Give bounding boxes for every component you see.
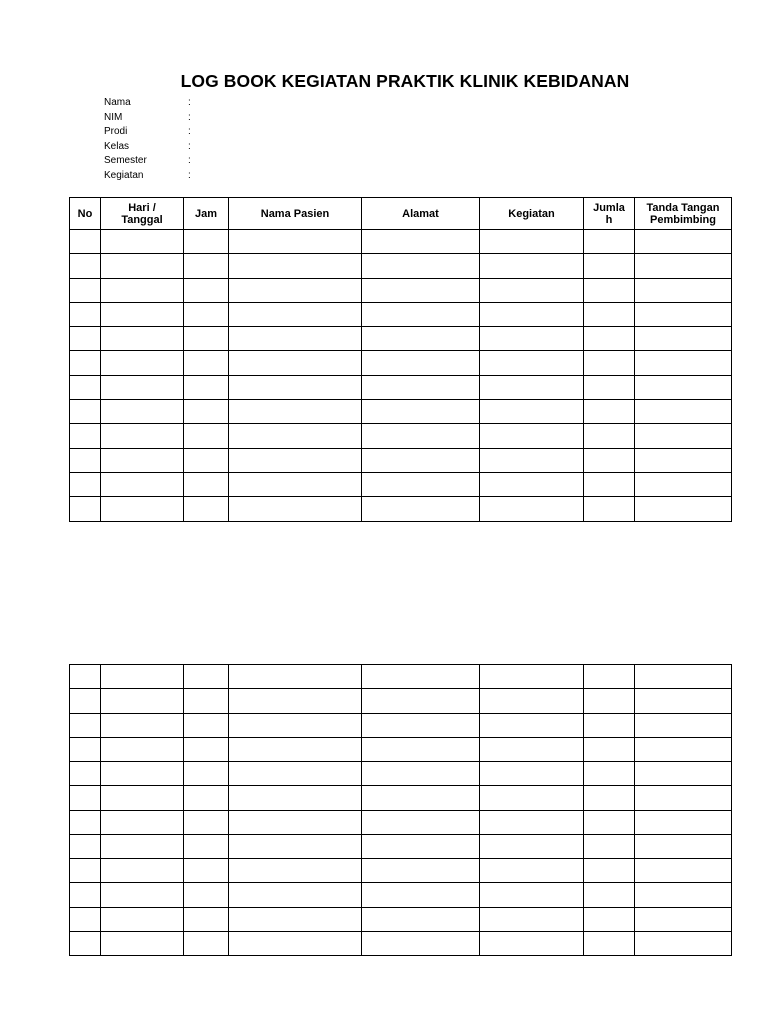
- page-title: LOG BOOK KEGIATAN PRAKTIK KLINIK KEBIDANAN: [180, 71, 630, 91]
- table-header-row: [70, 198, 732, 230]
- header-tanda-tangan: Tanda Tangan Pembimbing: [635, 198, 732, 230]
- table-cell[interactable]: [184, 883, 229, 907]
- table-cell[interactable]: [480, 689, 584, 713]
- table-cell[interactable]: [184, 810, 229, 834]
- table-cell[interactable]: [362, 375, 480, 399]
- field-semester: [104, 154, 304, 169]
- header-hari-tanggal: Hari / Tanggal: [101, 198, 184, 230]
- field-separator: :: [188, 140, 191, 152]
- table-cell[interactable]: [480, 302, 584, 326]
- table-cell[interactable]: [480, 810, 584, 834]
- table-cell[interactable]: [635, 254, 732, 278]
- table-cell[interactable]: [584, 472, 635, 496]
- table-cell[interactable]: [362, 737, 480, 761]
- table-cell[interactable]: [101, 497, 184, 521]
- table-cell[interactable]: [480, 859, 584, 883]
- table-cell[interactable]: [480, 737, 584, 761]
- table-cell[interactable]: [184, 448, 229, 472]
- header-alamat: Alamat: [362, 198, 480, 230]
- table-cell[interactable]: [101, 859, 184, 883]
- table-row: [70, 907, 732, 931]
- table-cell[interactable]: [184, 762, 229, 786]
- table-cell[interactable]: [584, 907, 635, 931]
- table-cell[interactable]: [70, 810, 101, 834]
- table-cell[interactable]: [70, 713, 101, 737]
- table-cell[interactable]: [480, 351, 584, 375]
- table-cell[interactable]: [480, 424, 584, 448]
- table-cell[interactable]: [101, 400, 184, 424]
- table-row: [70, 689, 732, 713]
- table-cell[interactable]: [101, 907, 184, 931]
- table-cell[interactable]: [101, 713, 184, 737]
- table-cell[interactable]: [362, 810, 480, 834]
- table-cell[interactable]: [101, 931, 184, 955]
- log-table-continued: [69, 664, 732, 956]
- table-cell[interactable]: [184, 278, 229, 302]
- table-cell[interactable]: [184, 713, 229, 737]
- table-cell[interactable]: [229, 931, 362, 955]
- table-row: [70, 762, 732, 786]
- table-cell[interactable]: [229, 810, 362, 834]
- table-cell[interactable]: [584, 931, 635, 955]
- table-body: [70, 230, 732, 522]
- table-cell[interactable]: [184, 472, 229, 496]
- table-cell[interactable]: [584, 665, 635, 689]
- table-cell[interactable]: [480, 254, 584, 278]
- table-cell[interactable]: [229, 907, 362, 931]
- table-cell[interactable]: [70, 883, 101, 907]
- table-cell[interactable]: [635, 907, 732, 931]
- table-cell[interactable]: [184, 786, 229, 810]
- table-cell[interactable]: [584, 278, 635, 302]
- table-cell[interactable]: [584, 254, 635, 278]
- table-cell[interactable]: [480, 472, 584, 496]
- table-cell[interactable]: [584, 786, 635, 810]
- table-cell[interactable]: [480, 883, 584, 907]
- table-cell[interactable]: [584, 689, 635, 713]
- table-row: [70, 448, 732, 472]
- table-cell[interactable]: [101, 834, 184, 858]
- field-nama: [104, 96, 304, 111]
- table-cell[interactable]: [229, 497, 362, 521]
- table-cell[interactable]: [184, 375, 229, 399]
- table-cell[interactable]: [362, 448, 480, 472]
- table-cell[interactable]: [635, 400, 732, 424]
- table-cell[interactable]: [70, 327, 101, 351]
- table-cell[interactable]: [229, 883, 362, 907]
- table-cell[interactable]: [70, 931, 101, 955]
- table-cell[interactable]: [362, 713, 480, 737]
- table-row: [70, 859, 732, 883]
- table-cell[interactable]: [635, 859, 732, 883]
- table-cell[interactable]: [584, 327, 635, 351]
- table-cell[interactable]: [184, 254, 229, 278]
- table-cell[interactable]: [635, 737, 732, 761]
- table-cell[interactable]: [184, 327, 229, 351]
- field-kegiatan: [104, 169, 304, 184]
- table-cell[interactable]: [635, 810, 732, 834]
- table-cell[interactable]: [101, 883, 184, 907]
- table-cell[interactable]: [70, 497, 101, 521]
- table-cell[interactable]: [480, 907, 584, 931]
- table-cell[interactable]: [635, 786, 732, 810]
- table-cell[interactable]: [480, 327, 584, 351]
- table-cell[interactable]: [635, 762, 732, 786]
- table-cell[interactable]: [229, 834, 362, 858]
- table-cell[interactable]: [635, 931, 732, 955]
- table-cell[interactable]: [584, 302, 635, 326]
- table-cell[interactable]: [362, 497, 480, 521]
- table-cell[interactable]: [362, 230, 480, 254]
- table-cell[interactable]: [362, 400, 480, 424]
- table-cell[interactable]: [362, 254, 480, 278]
- table-cell[interactable]: [480, 278, 584, 302]
- table-cell[interactable]: [184, 424, 229, 448]
- table-cell[interactable]: [70, 278, 101, 302]
- table-row: [70, 786, 732, 810]
- table-cell[interactable]: [70, 375, 101, 399]
- table-cell[interactable]: [229, 302, 362, 326]
- table-cell[interactable]: [584, 424, 635, 448]
- field-label: Kegiatan: [104, 169, 144, 181]
- table-cell[interactable]: [635, 689, 732, 713]
- table-row: [70, 230, 732, 254]
- table-cell[interactable]: [480, 665, 584, 689]
- header-nama-pasien: Nama Pasien: [229, 198, 362, 230]
- table-cell[interactable]: [635, 713, 732, 737]
- table-cell[interactable]: [584, 713, 635, 737]
- table-cell[interactable]: [229, 448, 362, 472]
- table-row: [70, 810, 732, 834]
- table-cell[interactable]: [584, 400, 635, 424]
- table-cell[interactable]: [70, 302, 101, 326]
- field-label: Nama: [104, 97, 131, 108]
- table-cell[interactable]: [70, 689, 101, 713]
- table-cell[interactable]: [480, 448, 584, 472]
- table-row: [70, 931, 732, 955]
- table-cell[interactable]: [184, 737, 229, 761]
- table-cell[interactable]: [229, 375, 362, 399]
- student-info-fields: [104, 96, 304, 184]
- table-cell[interactable]: [101, 665, 184, 689]
- table-row: [70, 834, 732, 858]
- table-cell[interactable]: [635, 883, 732, 907]
- table-cell[interactable]: [70, 254, 101, 278]
- table-cell[interactable]: [101, 375, 184, 399]
- table-cell[interactable]: [362, 859, 480, 883]
- table-cell[interactable]: [70, 424, 101, 448]
- table-cell[interactable]: [101, 786, 184, 810]
- table-cell[interactable]: [635, 472, 732, 496]
- table-row: [70, 254, 732, 278]
- table-body: [70, 665, 732, 956]
- table-cell[interactable]: [101, 472, 184, 496]
- table-cell[interactable]: [584, 762, 635, 786]
- field-separator: :: [188, 126, 191, 138]
- table-cell[interactable]: [480, 786, 584, 810]
- field-label: Semester: [104, 155, 147, 167]
- table-cell[interactable]: [480, 400, 584, 424]
- field-label: Kelas: [104, 140, 130, 152]
- header-jam: Jam: [184, 198, 229, 230]
- table-cell[interactable]: [362, 834, 480, 858]
- table-cell[interactable]: [184, 859, 229, 883]
- table-cell[interactable]: [229, 351, 362, 375]
- header-kegiatan: Kegiatan: [480, 198, 584, 230]
- table-cell[interactable]: [584, 497, 635, 521]
- field-separator: :: [188, 111, 191, 123]
- field-nim: [104, 111, 304, 126]
- header-no: No: [70, 198, 101, 230]
- table-cell[interactable]: [480, 762, 584, 786]
- table-cell[interactable]: [635, 424, 732, 448]
- table-cell[interactable]: [635, 834, 732, 858]
- table-cell[interactable]: [362, 472, 480, 496]
- table-cell[interactable]: [584, 810, 635, 834]
- table-cell[interactable]: [101, 254, 184, 278]
- table-cell[interactable]: [229, 278, 362, 302]
- table-row: [70, 472, 732, 496]
- table-cell[interactable]: [184, 230, 229, 254]
- field-label: NIM: [104, 111, 123, 123]
- table-cell[interactable]: [635, 497, 732, 521]
- table-row: [70, 351, 732, 375]
- log-table: [69, 197, 732, 522]
- table-cell[interactable]: [229, 400, 362, 424]
- table-cell[interactable]: [635, 327, 732, 351]
- table-cell[interactable]: [584, 230, 635, 254]
- table-cell[interactable]: [635, 351, 732, 375]
- table-cell[interactable]: [362, 302, 480, 326]
- table-cell[interactable]: [70, 351, 101, 375]
- table-cell[interactable]: [101, 810, 184, 834]
- table-cell[interactable]: [229, 230, 362, 254]
- table-cell[interactable]: [635, 375, 732, 399]
- table-cell[interactable]: [101, 448, 184, 472]
- table-cell[interactable]: [362, 327, 480, 351]
- table-cell[interactable]: [184, 834, 229, 858]
- table-cell[interactable]: [635, 230, 732, 254]
- table-cell[interactable]: [70, 230, 101, 254]
- table-cell[interactable]: [584, 351, 635, 375]
- table-cell[interactable]: [635, 665, 732, 689]
- table-cell[interactable]: [480, 497, 584, 521]
- table-row: [70, 424, 732, 448]
- field-separator: :: [188, 169, 191, 181]
- field-kelas: [104, 140, 304, 155]
- table-cell[interactable]: [101, 424, 184, 448]
- table-cell[interactable]: [70, 834, 101, 858]
- table-cell[interactable]: [635, 302, 732, 326]
- table-cell[interactable]: [70, 448, 101, 472]
- table-cell[interactable]: [229, 254, 362, 278]
- table-cell[interactable]: [70, 472, 101, 496]
- table-cell[interactable]: [584, 859, 635, 883]
- table-cell[interactable]: [101, 230, 184, 254]
- table-cell[interactable]: [101, 737, 184, 761]
- table-cell[interactable]: [101, 278, 184, 302]
- table-row: [70, 497, 732, 521]
- table-cell[interactable]: [362, 883, 480, 907]
- table-cell[interactable]: [70, 786, 101, 810]
- table-row: [70, 302, 732, 326]
- table-row: [70, 713, 732, 737]
- table-cell[interactable]: [229, 424, 362, 448]
- table-cell[interactable]: [584, 448, 635, 472]
- table-cell[interactable]: [70, 737, 101, 761]
- table-row: [70, 375, 732, 399]
- table-cell[interactable]: [70, 859, 101, 883]
- table-cell[interactable]: [184, 400, 229, 424]
- table-cell[interactable]: [229, 665, 362, 689]
- table-row: [70, 327, 732, 351]
- table-cell[interactable]: [229, 472, 362, 496]
- table-cell[interactable]: [635, 278, 732, 302]
- table-cell[interactable]: [229, 689, 362, 713]
- table-cell[interactable]: [70, 665, 101, 689]
- table-cell[interactable]: [184, 689, 229, 713]
- table-cell[interactable]: [584, 737, 635, 761]
- field-separator: :: [188, 155, 191, 167]
- table-cell[interactable]: [635, 448, 732, 472]
- table-cell[interactable]: [229, 859, 362, 883]
- table-cell[interactable]: [480, 834, 584, 858]
- table-row: [70, 400, 732, 424]
- table-cell[interactable]: [480, 375, 584, 399]
- table-cell[interactable]: [584, 375, 635, 399]
- table-cell[interactable]: [584, 883, 635, 907]
- table-cell[interactable]: [101, 302, 184, 326]
- table-cell[interactable]: [584, 834, 635, 858]
- table-cell[interactable]: [480, 230, 584, 254]
- table-cell[interactable]: [362, 786, 480, 810]
- table-cell[interactable]: [101, 762, 184, 786]
- header-jumlah: Jumla h: [584, 198, 635, 230]
- table-cell[interactable]: [229, 737, 362, 761]
- table-cell[interactable]: [70, 762, 101, 786]
- table-cell[interactable]: [184, 907, 229, 931]
- table-row: [70, 278, 732, 302]
- table-row: [70, 665, 732, 689]
- table-row: [70, 883, 732, 907]
- table-cell[interactable]: [70, 907, 101, 931]
- table-cell[interactable]: [184, 351, 229, 375]
- field-label: Prodi: [104, 126, 128, 138]
- table-cell[interactable]: [362, 907, 480, 931]
- table-cell[interactable]: [480, 931, 584, 955]
- table-cell[interactable]: [229, 786, 362, 810]
- table-cell[interactable]: [362, 689, 480, 713]
- field-separator: :: [188, 97, 191, 108]
- table-cell[interactable]: [362, 278, 480, 302]
- table-cell[interactable]: [229, 713, 362, 737]
- table-cell[interactable]: [101, 351, 184, 375]
- table-cell[interactable]: [184, 497, 229, 521]
- field-prodi: [104, 125, 304, 140]
- table-cell[interactable]: [101, 689, 184, 713]
- table-cell[interactable]: [184, 302, 229, 326]
- table-cell[interactable]: [362, 762, 480, 786]
- table-cell[interactable]: [229, 762, 362, 786]
- table-cell[interactable]: [70, 400, 101, 424]
- table-cell[interactable]: [362, 351, 480, 375]
- table-cell[interactable]: [480, 713, 584, 737]
- table-row: [70, 737, 732, 761]
- table-cell[interactable]: [101, 327, 184, 351]
- table-cell[interactable]: [362, 665, 480, 689]
- table-cell[interactable]: [184, 665, 229, 689]
- table-cell[interactable]: [229, 327, 362, 351]
- table-cell[interactable]: [362, 931, 480, 955]
- table-cell[interactable]: [184, 931, 229, 955]
- table-cell[interactable]: [362, 424, 480, 448]
